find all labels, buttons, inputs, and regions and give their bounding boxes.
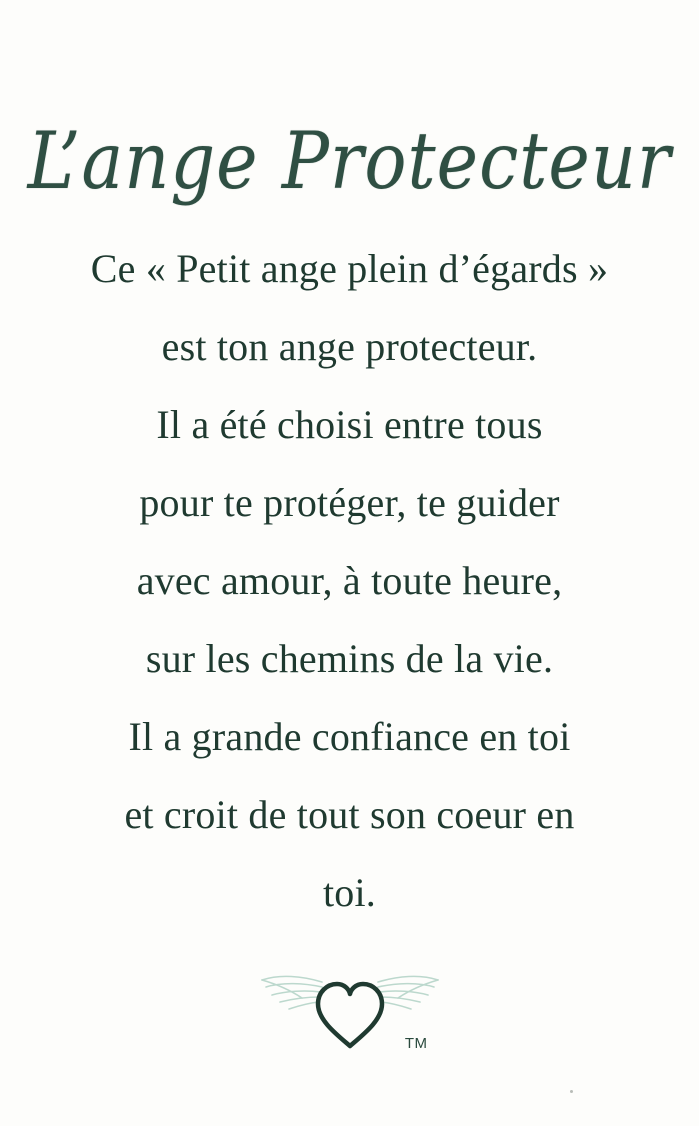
poem-line: Il a été choisi entre tous: [156, 402, 543, 447]
winged-heart-icon: [210, 954, 490, 1074]
brand-logo: [210, 954, 490, 1074]
poem-line: Ce « Petit ange plein d’égards »: [90, 246, 609, 291]
poem-line: sur les chemins de la vie.: [145, 636, 554, 681]
card-title: L’ange Protecteur: [27, 115, 672, 207]
poem-line: est ton ange protecteur.: [161, 324, 538, 369]
poem-line: avec amour, à toute heure,: [136, 558, 563, 603]
trademark-label: TM: [404, 1035, 428, 1052]
poem-line: Il a grande confiance en toi: [128, 714, 571, 759]
poem-line: pour te protéger, te guider: [139, 480, 560, 525]
poem-text: [5, 230, 695, 932]
paper-speck: [570, 1090, 573, 1093]
poem-line: et croit de tout son coeur en: [124, 792, 575, 837]
poem-line: toi.: [322, 870, 377, 915]
